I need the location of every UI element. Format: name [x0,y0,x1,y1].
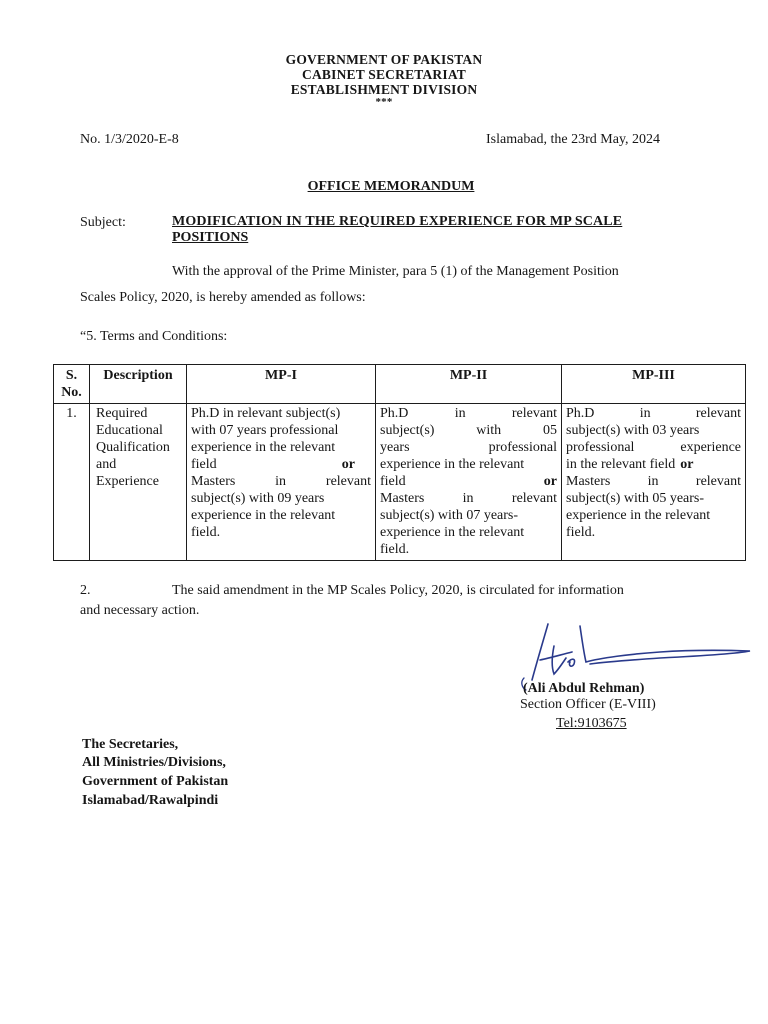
para2-number: 2. [80,583,91,598]
desc-line: Qualification [96,440,170,455]
subject-label: Subject: [80,215,126,230]
mp3-word: professional [566,440,635,455]
row-mp2 [376,404,562,561]
mp2-line [380,490,557,507]
mp3-line [566,473,741,490]
mp3-word: relevant [695,474,741,489]
mp1-line: experience in the relevant [191,440,336,455]
table-row [54,404,746,561]
mp3-line: experience in the relevant [566,508,711,523]
memo-title: OFFICE MEMORANDUM [307,179,475,194]
mp1-line: subject(s) with 09 years [191,491,325,506]
mp2-line: subject(s) with 07 years- [380,508,519,523]
header-sno-2: No. [61,385,82,400]
signatory-designation: Section Officer (E-VIII) [520,697,656,712]
mp2-or: or [543,474,557,489]
desc-line: Required [96,406,148,421]
place-date: Islamabad, the 23rd May, 2024 [486,132,661,147]
mp1-line: field. [191,525,221,540]
header-division: ESTABLISHMENT DIVISION [290,82,478,97]
mp2-word: Masters [380,491,425,506]
para1-line-2: Scales Policy, 2020, is hereby amended as follows: [80,290,366,305]
mp2-line [380,439,557,456]
addressee-line-1: The Secretaries, [82,737,179,752]
mp3-line: subject(s) with 05 years- [566,491,705,506]
mp3-word: experience [680,440,741,455]
mp3-word: in [639,406,651,421]
mp2-word: in [462,491,474,506]
mp3-line: subject(s) with 03 years [566,423,700,438]
para2-line-2: and necessary action. [80,603,200,618]
subject-line-2: POSITIONS [172,230,249,245]
para2-line-1: The said amendment in the MP Scales Policy, 2020, is circulated for information [172,583,624,598]
mp1-word: Masters [191,474,236,489]
mp1-word: in [275,474,287,489]
mp2-word: with [476,423,502,438]
mp1-line-masters [191,473,371,490]
addressee-line-3: Government of Pakistan [82,774,229,789]
mp2-line: field. [380,542,410,557]
mp3-line: field. [566,525,596,540]
mp2-word: relevant [511,406,557,421]
para1-line-1: With the approval of the Prime Minister, para 5 (1) of the Management Position [172,264,619,279]
mp2-word: field [380,474,406,489]
mp2-line-or [380,473,557,490]
mp3-line-or [566,456,741,473]
desc-line: Experience [96,474,159,489]
desc-line: Educational [96,423,163,438]
mp1-line-or [191,456,371,473]
mp1-word: relevant [325,474,371,489]
mp2-word: years [380,440,410,455]
mp1-word: field [191,457,217,472]
mp2-word: 05 [542,423,557,438]
mp1-line: with 07 years professional [191,423,339,438]
header-sno-1: S. [65,368,78,383]
row-sno: 1. [54,404,90,561]
mp3-word: in [647,474,659,489]
signatory-name: (Ali Abdul Rehman) [523,681,645,696]
header-government: GOVERNMENT OF PAKISTAN [285,52,483,67]
reference-number: No. 1/3/2020-E-8 [80,132,179,147]
terms-table [53,364,746,561]
desc-line: and [96,457,117,472]
table-header-row [54,365,746,404]
mp2-line [380,422,557,439]
mp2-line [380,405,557,422]
terms-heading: “5. Terms and Conditions: [80,329,228,344]
mp2-word: professional [488,440,557,455]
mp2-line: experience in the relevant [380,525,525,540]
row-mp3 [562,404,746,561]
header-secretariat: CABINET SECRETARIAT [302,67,466,82]
mp3-word: Ph.D [566,406,595,421]
mp1-line: experience in the relevant [191,508,336,523]
row-description [90,404,187,561]
mp3-line [566,439,741,456]
addressee-line-4: Islamabad/Rawalpindi [82,793,219,808]
mp1-line: Ph.D in relevant subject(s) [191,406,341,421]
mp3-word: Masters [566,474,611,489]
addressee-line-2: All Ministries/Divisions, [82,755,226,770]
mp2-word: Ph.D [380,406,409,421]
mp2-line: experience in the relevant [380,457,525,472]
mp2-word: relevant [511,491,557,506]
header-mp3: MP-III [562,365,746,404]
mp3-or: or [680,457,694,472]
header-sno [54,365,90,404]
header-stars: *** [375,96,393,108]
mp1-or: or [341,457,355,472]
row-mp1 [187,404,376,561]
header-mp1: MP-I [187,365,376,404]
mp3-word: relevant [695,406,741,421]
mp2-word: subject(s) [380,423,435,438]
header-description: Description [90,365,187,404]
mp3-word: in the relevant field [566,457,676,472]
mp3-line [566,405,741,422]
subject-line-1: MODIFICATION IN THE REQUIRED EXPERIENCE FOR MP SCALE [172,214,623,229]
mp2-word: in [454,406,466,421]
header-mp2: MP-II [376,365,562,404]
signatory-tel: Tel:9103675 [556,716,627,731]
